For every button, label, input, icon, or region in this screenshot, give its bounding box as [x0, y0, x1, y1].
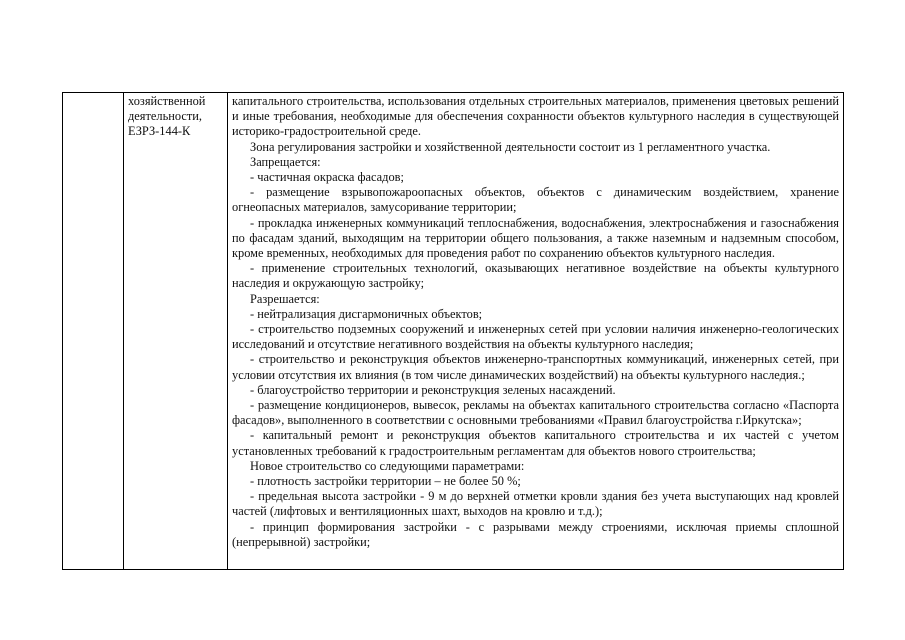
regulation-paragraph: - принцип формирования застройки - с разрывами между строениями, исключая приемы сплошной (непрерывной) застройки; — [232, 519, 839, 549]
regulation-paragraph: - размещение кондиционеров, вывесок, рекламы на объектах капитального строительства согласно «Паспорта фасадов», выполненного в соответствии с основными требованиями «Правил благоустройства г.Иркутска»; — [232, 398, 839, 428]
regulation-paragraph: - нейтрализация дисгармоничных объектов; — [250, 306, 483, 321]
regulation-paragraph: капитального строительства, использования отдельных строительных материалов, применения цветовых решений и иные требования, необходимые для обеспечения сохранности объектов культурного наследия в существующей историко-градостроительной среде. — [232, 94, 839, 139]
zone-name-line: ЕЗРЗ-144-К — [128, 124, 191, 139]
regulation-paragraph: - строительство и реконструкция объектов инженерно-транспортных коммуникаций, инженерных сетей, при условии отсутствия их влияния (в том числе динамических воздействий) на объекты культурного наследия.; — [232, 352, 839, 382]
number-cell — [63, 93, 124, 570]
regulation-text-cell — [228, 93, 844, 570]
zone-name-cell — [124, 93, 228, 570]
regulation-paragraph: Запрещается: — [250, 154, 321, 169]
table-row — [63, 93, 844, 570]
regulation-paragraph: - благоустройство территории и реконструкция зеленых насаждений. — [250, 382, 616, 397]
regulation-paragraph: Разрешается: — [250, 291, 320, 306]
regulation-paragraph: - прокладка инженерных коммуникаций теплоснабжения, водоснабжения, электроснабжения и газоснабжения по фасадам зданий, выходящим на территории общего пользования, а также наземным и надземным способом, кроме временных, необходимых для проведения работ по сохранению объектов культурного наследия. — [232, 215, 839, 261]
regulation-paragraph: Новое строительство со следующими параметрами: — [250, 458, 525, 473]
regulation-paragraph: - плотность застройки территории – не более 50 %; — [250, 474, 521, 489]
regulation-paragraph: - применение строительных технологий, оказывающих негативное воздействие на объекты культурного наследия и окружающую застройку; — [232, 261, 839, 291]
regulation-paragraph: - размещение взрывопожароопасных объектов, объектов с динамическим воздействием, хранение огнеопасных материалов, замусоривание территории; — [232, 185, 839, 215]
regulation-table — [62, 92, 844, 570]
regulation-paragraph: Зона регулирования застройки и хозяйственной деятельности состоит из 1 регламентного участка. — [250, 139, 771, 154]
regulation-paragraph: - предельная высота застройки - 9 м до верхней отметки кровли здания без учета выступающих над кровлей частей (лифтовых и вентиляционных шахт, выходов на кровлю и т.д.); — [232, 489, 839, 519]
zone-name-line: хозяйственной — [128, 94, 206, 108]
regulation-paragraph: - частичная окраска фасадов; — [250, 170, 404, 185]
regulation-paragraph: - капитальный ремонт и реконструкция объектов капитального строительства и их частей с учетом установленных требований к градостроительным регламентам для объектов нового строительства; — [232, 428, 839, 458]
zone-name-line: деятельности, — [128, 109, 203, 124]
regulation-paragraph: - строительство подземных сооружений и инженерных сетей при условии наличия инженерно-геологических исследований и отсутствие негативного воздействия на объекты культурного наследия; — [232, 322, 839, 352]
